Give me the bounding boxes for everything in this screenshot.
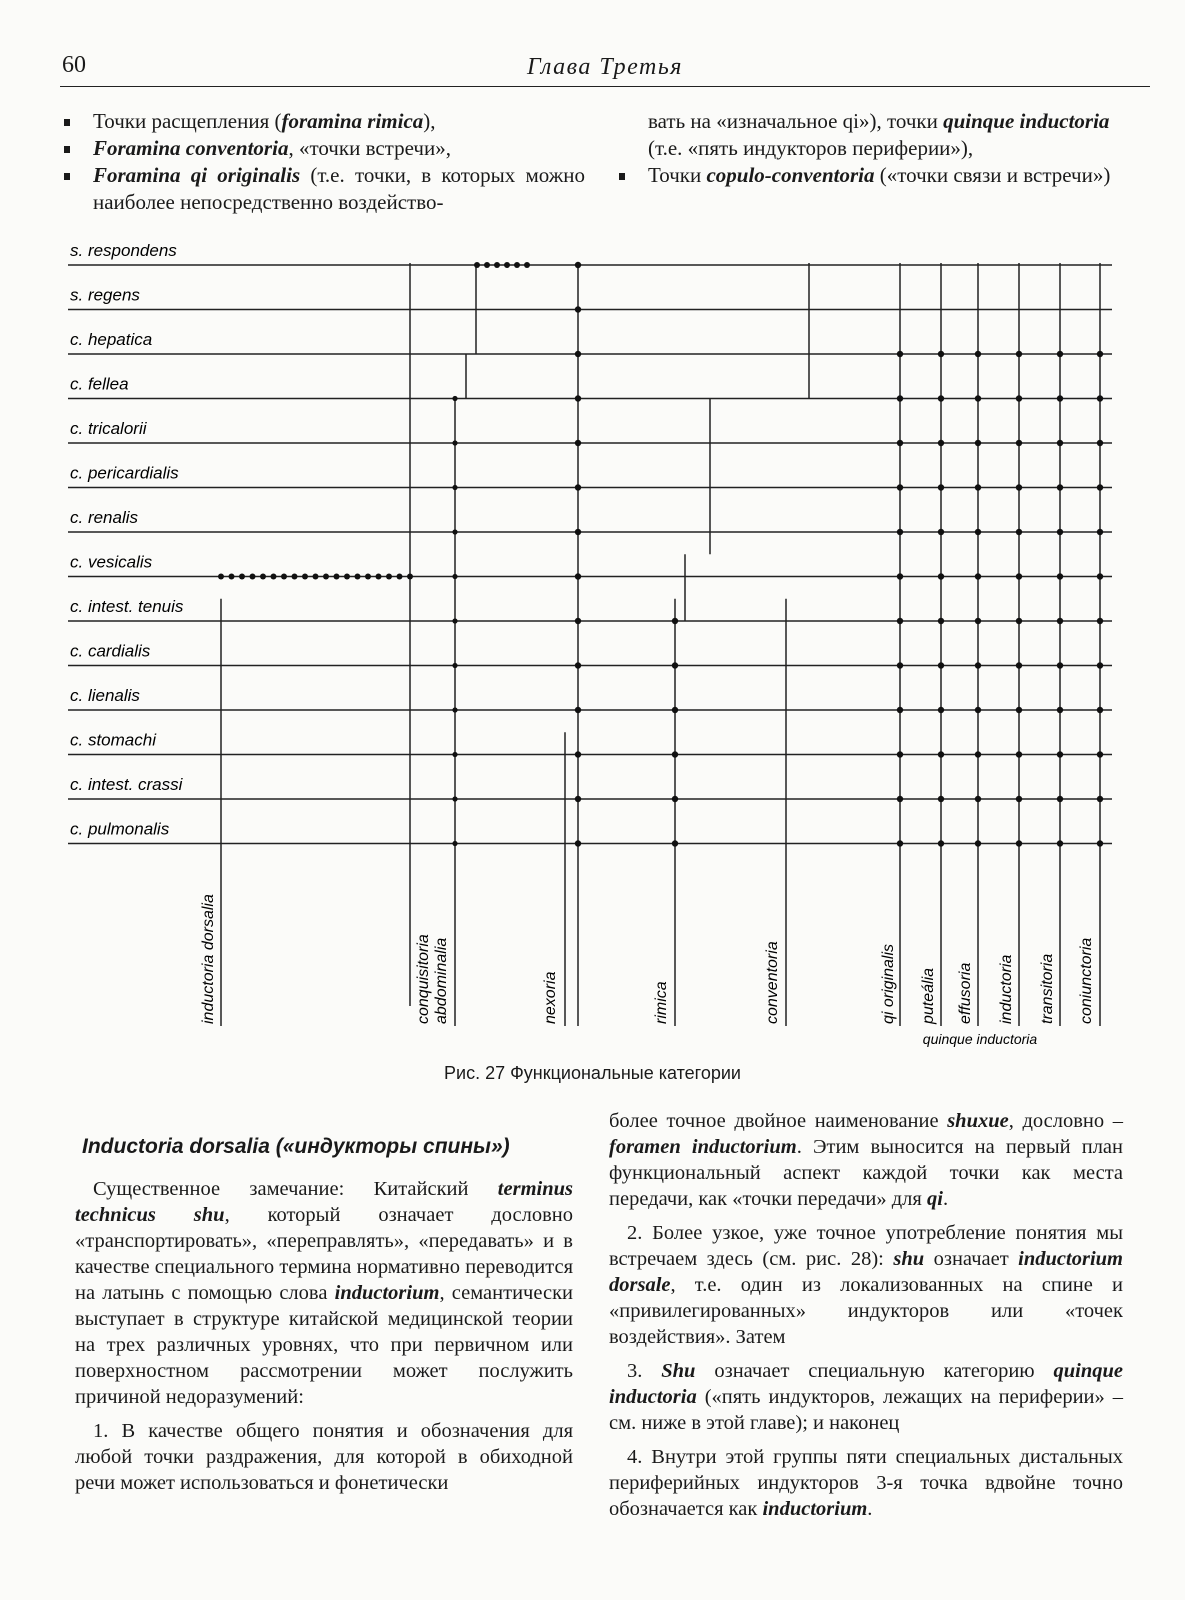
intersection-dot bbox=[672, 662, 678, 668]
intersection-dot bbox=[672, 618, 678, 624]
intersection-dot bbox=[1057, 573, 1063, 579]
bullet-list-right bbox=[617, 108, 1144, 189]
row-label: s. respondens bbox=[70, 241, 177, 260]
row-label: c. hepatica bbox=[70, 330, 153, 349]
intersection-dot bbox=[938, 484, 944, 490]
intersection-dot bbox=[975, 395, 981, 401]
intersection-dot bbox=[575, 573, 581, 579]
intersection-dot bbox=[1057, 796, 1063, 802]
row-lines bbox=[68, 265, 1112, 844]
row-label: c. stomachi bbox=[70, 730, 156, 750]
row-label: c. tricalorii bbox=[70, 419, 147, 438]
chapter-title: Глава Третья bbox=[527, 54, 683, 80]
bullet-list-left bbox=[62, 108, 585, 216]
intersection-dot bbox=[975, 662, 981, 668]
intersection-dot bbox=[1097, 351, 1103, 357]
intersection-dot bbox=[575, 306, 581, 312]
intersection-dot bbox=[250, 574, 256, 580]
figure-caption: Рис. 27 Функциональные категории bbox=[444, 1063, 741, 1083]
intersection-dot bbox=[672, 840, 678, 846]
section-heading: Inductoria dorsalia («индукторы спины») bbox=[82, 1135, 510, 1158]
intersection-dot bbox=[1016, 573, 1022, 579]
intersection-dot bbox=[1016, 618, 1022, 624]
intersection-dot bbox=[575, 751, 581, 757]
intersection-dot bbox=[344, 574, 350, 580]
row-label: c. renalis bbox=[70, 508, 139, 527]
intersection-dot bbox=[524, 262, 530, 268]
intersection-dot bbox=[575, 262, 581, 268]
intersection-dot bbox=[897, 351, 903, 357]
intersection-dot bbox=[897, 395, 903, 401]
intersection-dot bbox=[452, 574, 457, 579]
intersection-dot bbox=[938, 440, 944, 446]
column-label: inductoria bbox=[998, 954, 1015, 1024]
intersection-dots bbox=[218, 262, 1103, 847]
page-header bbox=[60, 48, 1150, 87]
intersection-dot bbox=[897, 484, 903, 490]
paragraph: 1. В качестве общего понятия и обозначения для любой точки раздражения, для которой в обиходной речи может использоваться и фонетически bbox=[75, 1420, 573, 1494]
row-label: c. vesicalis bbox=[70, 552, 153, 572]
row-labels bbox=[70, 241, 184, 839]
intersection-dot bbox=[938, 618, 944, 624]
intersection-dot bbox=[897, 440, 903, 446]
intersection-dot bbox=[355, 574, 361, 580]
intersection-dot bbox=[938, 796, 944, 802]
intersection-dot bbox=[575, 529, 581, 535]
intersection-dot bbox=[452, 440, 457, 445]
intersection-dot bbox=[897, 618, 903, 624]
row-label: c. intest. crassi bbox=[70, 775, 183, 794]
intersection-dot bbox=[575, 662, 581, 668]
row-label: s. regens bbox=[70, 285, 140, 305]
intersection-dot bbox=[1097, 529, 1103, 535]
intersection-dot bbox=[672, 707, 678, 713]
intersection-dot bbox=[672, 751, 678, 757]
intersection-dot bbox=[397, 574, 403, 580]
intersection-dot bbox=[1016, 351, 1022, 357]
row-label: c. pericardialis bbox=[70, 463, 179, 483]
intersection-dot bbox=[975, 840, 981, 846]
intersection-dot bbox=[975, 618, 981, 624]
intersection-dot bbox=[575, 440, 581, 446]
intersection-dot bbox=[1057, 351, 1063, 357]
intersection-dot bbox=[452, 841, 457, 846]
intersection-dot bbox=[452, 485, 457, 490]
intersection-dot bbox=[1016, 707, 1022, 713]
intersection-dot bbox=[1016, 662, 1022, 668]
intersection-dot bbox=[239, 574, 245, 580]
intersection-dot bbox=[975, 796, 981, 802]
intersection-dot bbox=[1097, 440, 1103, 446]
intersection-dot bbox=[575, 351, 581, 357]
intersection-dot bbox=[938, 573, 944, 579]
intersection-dot bbox=[897, 529, 903, 535]
intersection-dot bbox=[938, 840, 944, 846]
list-item-continuation: вать на «изначальное qi»), точки quinque inductoria (т.е. «пять индукторов периферии»), bbox=[648, 109, 1110, 160]
intersection-dot bbox=[1097, 751, 1103, 757]
intersection-dot bbox=[1016, 484, 1022, 490]
intersection-dot bbox=[1016, 529, 1022, 535]
intersection-dot bbox=[1097, 573, 1103, 579]
intersection-dot bbox=[504, 262, 510, 268]
intersection-dot bbox=[575, 707, 581, 713]
intersection-dot bbox=[1057, 529, 1063, 535]
intersection-dot bbox=[975, 707, 981, 713]
intersection-dot bbox=[1097, 484, 1103, 490]
intersection-dot bbox=[1097, 662, 1103, 668]
right-column bbox=[609, 1108, 1123, 1530]
intersection-dot bbox=[1097, 618, 1103, 624]
intersection-dot bbox=[271, 574, 277, 580]
column-label: coniunctoria bbox=[1078, 937, 1095, 1024]
row-label: c. cardialis bbox=[70, 641, 151, 661]
list-item: Точки copulo-conventoria («точки связи и встречи») bbox=[617, 162, 1144, 189]
paragraph: Существенное замечание: Китайский terminus technicus shu, который означает дословно «транспортировать», «переправлять», «передавать» и в качестве специального термина нормативно переводится на латынь с помощью слова inductorium, семантически выступает в структуре китайской медицинской теории на трех различных уровнях, что при первичном или поверхностном рассмотрении может послужить причиной недоразумений: bbox=[75, 1178, 573, 1408]
column-label: qi originalis bbox=[880, 943, 897, 1024]
left-column bbox=[75, 1176, 573, 1504]
intersection-dot bbox=[938, 529, 944, 535]
intersection-dot bbox=[452, 796, 457, 801]
column-label: rimica bbox=[653, 981, 670, 1024]
intersection-dot bbox=[975, 440, 981, 446]
intersection-dot bbox=[376, 574, 382, 580]
intersection-dot bbox=[975, 573, 981, 579]
intersection-dot bbox=[452, 396, 457, 401]
column-label: inductoria dorsalia bbox=[200, 894, 217, 1024]
list-item: Точки расщепления (foramina rimica), bbox=[62, 108, 585, 135]
column-label: transitoria bbox=[1039, 953, 1056, 1024]
intersection-dot bbox=[452, 529, 457, 534]
column-label: nexoria bbox=[542, 971, 559, 1024]
intersection-dot bbox=[575, 840, 581, 846]
functional-categories-diagram bbox=[0, 228, 1185, 1088]
intersection-dot bbox=[975, 484, 981, 490]
list-item: Foramina conventoria, «точки встречи», bbox=[62, 135, 585, 162]
intersection-dot bbox=[302, 574, 308, 580]
intersection-dot bbox=[407, 574, 413, 580]
intersection-dot bbox=[313, 574, 319, 580]
page-number: 60 bbox=[62, 52, 86, 78]
intersection-dot bbox=[575, 395, 581, 401]
intersection-dot bbox=[938, 751, 944, 757]
intersection-dot bbox=[452, 618, 457, 623]
column-labels bbox=[200, 894, 1095, 1025]
intersection-dot bbox=[1057, 395, 1063, 401]
intersection-dot bbox=[1097, 395, 1103, 401]
intersection-dot bbox=[260, 574, 266, 580]
intersection-dot bbox=[1097, 796, 1103, 802]
intersection-dot bbox=[975, 529, 981, 535]
list-item: Foramina qi originalis (т.е. точки, в которых можно наиболее непосредственно воздейство- bbox=[62, 162, 585, 216]
intersection-dot bbox=[386, 574, 392, 580]
paragraph: более точное двойное наименование shuxue, дословно – foramen inductorium. Этим выносится на первый план функциональный аспект каждой точки как места передачи, как «точки передачи» для qi. bbox=[609, 1110, 1124, 1210]
intersection-dot bbox=[484, 262, 490, 268]
intersection-dot bbox=[1097, 840, 1103, 846]
intersection-dot bbox=[897, 707, 903, 713]
intersection-dot bbox=[365, 574, 371, 580]
column-label: abdominalia bbox=[433, 937, 450, 1024]
row-label: c. lienalis bbox=[70, 686, 140, 705]
intersection-dot bbox=[1016, 440, 1022, 446]
intersection-dot bbox=[218, 574, 224, 580]
intersection-dot bbox=[672, 796, 678, 802]
intersection-dot bbox=[575, 484, 581, 490]
intersection-dot bbox=[1057, 618, 1063, 624]
row-label: c. intest. tenuis bbox=[70, 597, 184, 616]
intersection-dot bbox=[575, 618, 581, 624]
intersection-dot bbox=[452, 707, 457, 712]
intersection-dot bbox=[975, 351, 981, 357]
intersection-dot bbox=[1016, 395, 1022, 401]
intersection-dot bbox=[938, 351, 944, 357]
intersection-dot bbox=[452, 663, 457, 668]
intersection-dot bbox=[1057, 840, 1063, 846]
intersection-dot bbox=[975, 751, 981, 757]
intersection-dot bbox=[897, 662, 903, 668]
paragraph: 2. Более узкое, уже точное употребление понятия мы встречаем здесь (см. рис. 28): shu означает inductorium dorsale, т.е. один из локализованных на спине и «привилегированных» индукторов или «точек воздействия». Затем bbox=[609, 1222, 1123, 1348]
group-label: quinque inductoria bbox=[922, 1031, 1038, 1047]
column-label: puteália bbox=[920, 967, 937, 1024]
intersection-dot bbox=[452, 752, 457, 757]
intersection-dot bbox=[897, 796, 903, 802]
column-label: conquisitoria bbox=[415, 934, 432, 1024]
intersection-dot bbox=[938, 707, 944, 713]
intersection-dot bbox=[229, 574, 235, 580]
intersection-dot bbox=[494, 262, 500, 268]
paragraph: 3. Shu означает специальную категорию quinque inductoria («пять индукторов, лежащих на периферии» – см. ниже в этой главе); и наконец bbox=[609, 1360, 1123, 1434]
intersection-dot bbox=[1057, 662, 1063, 668]
intersection-dot bbox=[1016, 840, 1022, 846]
intersection-dot bbox=[1016, 751, 1022, 757]
intersection-dot bbox=[938, 395, 944, 401]
column-label: effusoria bbox=[957, 962, 974, 1024]
intersection-dot bbox=[292, 574, 298, 580]
intersection-dot bbox=[1057, 707, 1063, 713]
intersection-dot bbox=[897, 751, 903, 757]
intersection-dot bbox=[938, 662, 944, 668]
intersection-dot bbox=[575, 796, 581, 802]
intersection-dot bbox=[1016, 796, 1022, 802]
row-label: c. pulmonalis bbox=[70, 819, 170, 839]
row-label: c. fellea bbox=[70, 374, 129, 394]
intersection-dot bbox=[1057, 751, 1063, 757]
intersection-dot bbox=[1057, 484, 1063, 490]
paragraph: 4. Внутри этой группы пяти специальных дистальных периферийных индукторов 3-я точка вдвойне точно обозначается как inductorium. bbox=[609, 1446, 1123, 1520]
column-label: conventoria bbox=[764, 941, 781, 1024]
intersection-dot bbox=[897, 573, 903, 579]
intersection-dot bbox=[897, 840, 903, 846]
intersection-dot bbox=[334, 574, 340, 580]
intersection-dot bbox=[514, 262, 520, 268]
column-lines bbox=[221, 263, 1100, 1026]
intersection-dot bbox=[474, 262, 480, 268]
intersection-dot bbox=[281, 574, 287, 580]
intersection-dot bbox=[1057, 440, 1063, 446]
intersection-dot bbox=[1097, 707, 1103, 713]
intersection-dot bbox=[323, 574, 329, 580]
